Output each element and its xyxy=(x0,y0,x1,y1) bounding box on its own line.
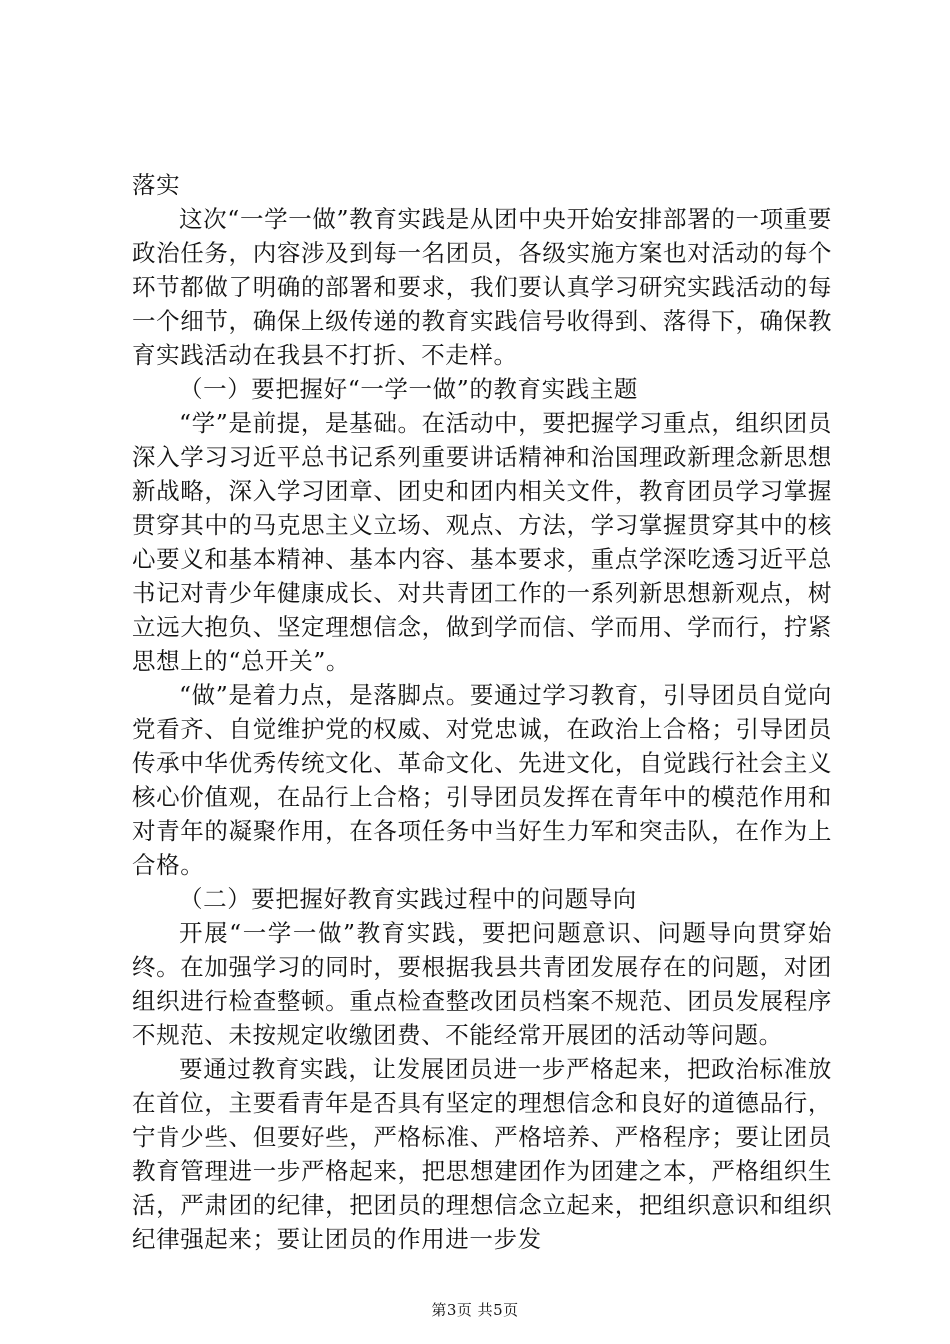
paragraph-4: “做”是着力点，是落脚点。要通过学习教育，引导团员自觉向党看齐、自觉维护党的权威、对党忠诚，在政治上合格；引导团员传承中华优秀传统文化、革命文化、先进文化，自觉践行社会主义核心价值观，在品行上合格；引导团员发挥在青年中的模范作用和对青年的凝聚作用，在各项任务中当好生力军和突击队，在作为上合格。 xyxy=(132,681,832,879)
paragraph-6: 开展“一学一做”教育实践，要把问题意识、问题导向贯穿始终。在加强学习的同时，要根据我县共青团发展存在的问题，对团组织进行检查整顿。重点检查整改团员档案不规范、团员发展程序不规范、未按规定收缴团费、不能经常开展团的活动等问题。 xyxy=(132,919,832,1049)
document-body xyxy=(132,168,832,1256)
paragraph-1: 这次“一学一做”教育实践是从团中央开始安排部署的一项重要政治任务，内容涉及到每一名团员，各级实施方案也对活动的每个环节都做了明确的部署和要求，我们要认真学习研究实践活动的每一个细节，确保上级传递的教育实践信号收得到、落得下，确保教育实践活动在我县不打折、不走样。 xyxy=(132,205,832,369)
paragraph-7: 要通过教育实践，让发展团员进一步严格起来，把政治标准放在首位，主要看青年是否具有坚定的理想信念和良好的道德品行，宁肯少些、但要好些，严格标准、严格培养、严格程序；要让团员教育管理进一步严格起来，把思想建团作为团建之本，严格组织生活，严肃团的纪律，把团员的理想信念立起来，把组织意识和组织纪律强起来；要让团员的作用进一步发 xyxy=(132,1055,832,1253)
page-footer xyxy=(0,1300,950,1320)
section-heading-1: （一）要把握好“一学一做”的教育实践主题 xyxy=(179,375,639,403)
page-number: 第3页 共5页 xyxy=(431,1301,519,1319)
paragraph-3: “学”是前提，是基础。在活动中，要把握学习重点，组织团员深入学习习近平总书记系列重要讲话精神和治国理政新理念新思想新战略，深入学习团章、团史和团内相关文件，教育团员学习掌握贯穿其中的马克思主义立场、观点、方法，学习掌握贯穿其中的核心要义和基本精神、基本内容、基本要求，重点学深吃透习近平总书记对青少年健康成长、对共青团工作的一系列新思想新观点，树立远大抱负、坚定理想信念，做到学而信、学而用、学而行，拧紧思想上的“总开关”。 xyxy=(132,409,832,675)
paragraph-0: 落实 xyxy=(132,171,181,199)
section-heading-2: （二）要把握好教育实践过程中的问题导向 xyxy=(179,885,637,913)
